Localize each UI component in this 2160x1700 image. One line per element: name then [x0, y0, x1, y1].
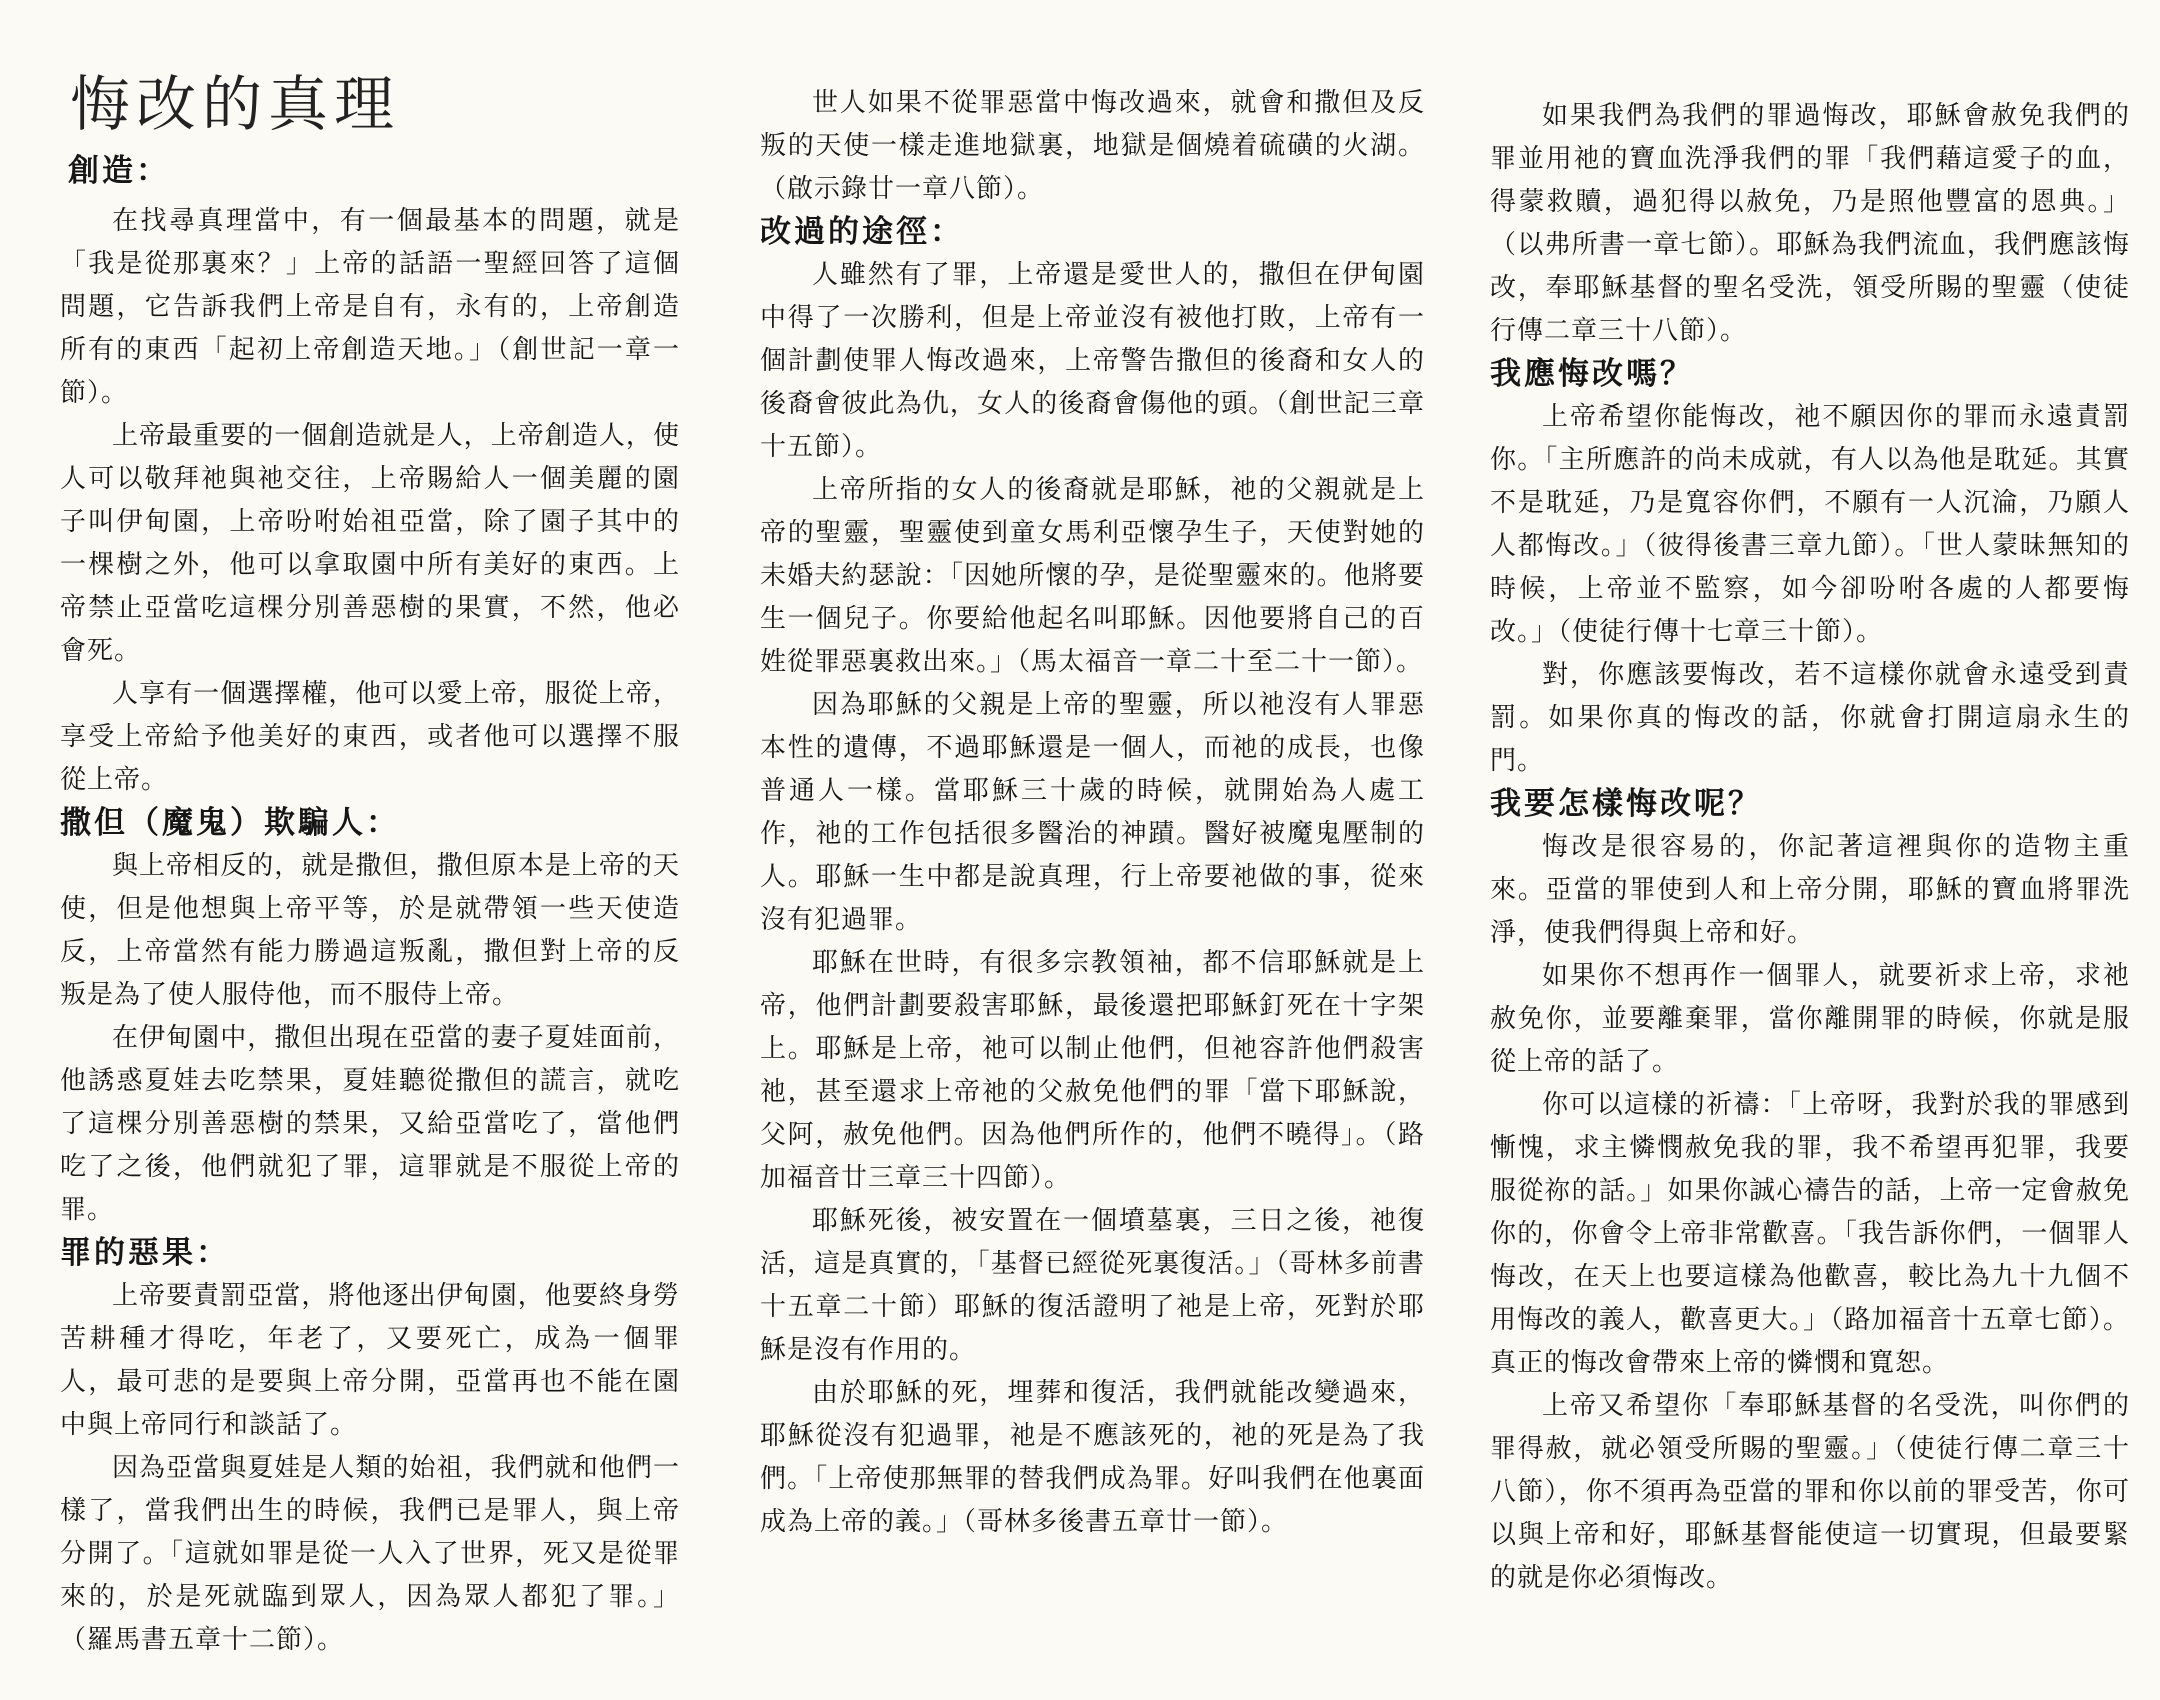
paragraph: 人享有一個選擇權，他可以愛上帝，服從上帝，享受上帝給予他美好的東西，或者他可以選擇不服從上帝。 — [60, 679, 680, 795]
paragraph: 人雖然有了罪，上帝還是愛世人的，撒但在伊甸園中得了一次勝利，但是上帝並沒有被他打敗，上帝有一個計劃使罪人悔改過來，上帝警告撒但的後裔和女人的後裔會彼此為仇，女人的後裔會傷他的頭。（創世記三章十五節）。 — [760, 260, 1425, 462]
paragraph: 耶穌在世時，有很多宗教領袖，都不信耶穌就是上帝，他們計劃要殺害耶穌，最後還把耶穌釘死在十字架上。耶穌是上帝，祂可以制止他們，但祂容許他們殺害祂，甚至還求上帝祂的父赦免他們的罪「當下耶穌說，父阿，赦免他們。因為他們所作的，他們不曉得」。（路加福音廿三章三十四節）。 — [760, 948, 1425, 1193]
paragraph: 上帝最重要的一個創造就是人，上帝創造人，使人可以敬拜祂與祂交往，上帝賜給人一個美麗的園子叫伊甸園，上帝吩咐始祖亞當，除了園子其中的一棵樹之外，他可以拿取園中所有美好的東西。上帝禁止亞當吃這棵分別善惡樹的果實，不然，他必會死。 — [60, 421, 680, 666]
paragraph: 對，你應該要悔改，若不這樣你就會永遠受到責罰。如果你真的悔改的話，你就會打開這扇永生的門。 — [1490, 660, 2130, 776]
column-1-body — [60, 200, 680, 1662]
paragraph: 如果你不想再作一個罪人，就要祈求上帝，求祂赦免你，並要離棄罪，當你離開罪的時候，你就是服從上帝的話了。 — [1490, 961, 2130, 1077]
paragraph: 耶穌死後，被安置在一個墳墓裏，三日之後，祂復活，這是真實的，「基督已經從死裏復活。」（哥林多前書十五章二十節）耶穌的復活證明了祂是上帝，死對於耶穌是沒有作用的。 — [760, 1206, 1425, 1365]
column-3-body — [1490, 95, 2130, 1600]
heading-sin-consequence: 罪的惡果： — [60, 1235, 230, 1271]
paragraph: 如果我們為我們的罪過悔改，耶穌會赦免我們的罪並用祂的寶血洗淨我們的罪「我們藉這愛子的血，得蒙救贖，過犯得以赦免，乃是照他豐富的恩典。」（以弗所書一章七節）。耶穌為我們流血，我們應該悔改，奉耶穌基督的聖名受洗，領受所賜的聖靈（使徒行傳二章三十八節）。 — [1490, 101, 2130, 346]
paragraph: 因為亞當與夏娃是人類的始祖，我們就和他們一樣了，當我們出生的時候，我們已是罪人，與上帝分開了。「這就如罪是從一人入了世界，死又是從罪來的，於是死就臨到眾人，因為眾人都犯了罪。」（羅馬書五章十二節）。 — [60, 1453, 680, 1655]
paragraph: 世人如果不從罪惡當中悔改過來，就會和撒但及反叛的天使一樣走進地獄裏，地獄是個燒着硫磺的火湖。（啟示錄廿一章八節）。 — [760, 88, 1425, 204]
paragraph: 上帝所指的女人的後裔就是耶穌，祂的父親就是上帝的聖靈，聖靈使到童女馬利亞懷孕生子，天使對她的未婚夫約瑟說：「因她所懷的孕，是從聖靈來的。他將要生一個兒子。你要給他起名叫耶穌。因他要將自己的百姓從罪惡裏救出來。」（馬太福音一章二十至二十一節）。 — [760, 475, 1425, 677]
paragraph: 上帝希望你能悔改，祂不願因你的罪而永遠責罰你。「主所應許的尚未成就，有人以為他是耽延。其實不是耽延，乃是寬容你們，不願有一人沉淪，乃願人人都悔改。」（彼得後書三章九節）。「世人蒙昧無知的時候，上帝並不監察，如今卻吩咐各處的人都要悔改。」（使徒行傳十七章三十節）。 — [1490, 402, 2130, 647]
paragraph: 由於耶穌的死，埋葬和復活，我們就能改變過來，耶穌從沒有犯過罪，祂是不應該死的，祂的死是為了我們。「上帝使那無罪的替我們成為罪。好叫我們在他裏面成為上帝的義。」（哥林多後書五章廿一節）。 — [760, 1378, 1425, 1537]
paragraph: 在找尋真理當中，有一個最基本的問題，就是「我是從那裏來？」上帝的話語一聖經回答了這個問題，它告訴我們上帝是自有，永有的，上帝創造所有的東西「起初上帝創造天地。」（創世記一章一節）。 — [60, 206, 680, 408]
paragraph: 上帝又希望你「奉耶穌基督的名受洗，叫你們的罪得赦，就必領受所賜的聖靈。」（使徒行傳二章三十八節），你不須再為亞當的罪和你以前的罪受苦，你可以與上帝和好，耶穌基督能使這一切實現，但最要緊的就是你必須悔改。 — [1490, 1391, 2130, 1593]
paragraph: 因為耶穌的父親是上帝的聖靈，所以祂沒有人罪惡本性的遺傳，不過耶穌還是一個人，而祂的成長，也像普通人一樣。當耶穌三十歲的時候，就開始為人處工作，祂的工作包括很多醫治的神蹟。醫好被魔鬼壓制的人。耶穌一生中都是說真理，行上帝要祂做的事，從來沒有犯過罪。 — [760, 690, 1425, 935]
paragraph: 在伊甸園中，撒但出現在亞當的妻子夏娃面前，他誘惑夏娃去吃禁果，夏娃聽從撒但的謊言，就吃了這棵分別善惡樹的禁果，又給亞當吃了，當他們吃了之後，他們就犯了罪，這罪就是不服從上帝的罪。 — [60, 1023, 680, 1225]
paragraph: 悔改是很容易的，你記著這裡與你的造物主重來。亞當的罪使到人和上帝分開，耶穌的寶血將罪洗淨，使我們得與上帝和好。 — [1490, 832, 2130, 948]
paragraph: 你可以這樣的祈禱：「上帝呀，我對於我的罪感到慚愧，求主憐憫赦免我的罪，我不希望再犯罪，我要服從祢的話。」如果你誠心禱告的話，上帝一定會赦免你的，你會令上帝非常歡喜。「我告訴你們，一個罪人悔改，在天上也要這樣為他歡喜，較比為九十九個不用悔改的義人，歡喜更大。」（路加福音十五章七節）。真正的悔改會帶來上帝的憐憫和寬恕。 — [1490, 1090, 2130, 1378]
heading-way-of-change: 改過的途徑： — [760, 214, 964, 250]
paragraph: 上帝要責罰亞當，將他逐出伊甸園，他要終身勞苦耕種才得吃，年老了，又要死亡，成為一個罪人，最可悲的是要與上帝分開，亞當再也不能在園中與上帝同行和談話了。 — [60, 1281, 680, 1440]
heading-satan: 撒但（魔鬼）欺騙人： — [60, 805, 400, 841]
column-2-body — [760, 82, 1425, 1544]
page-title: 悔改的真理 — [70, 70, 400, 140]
heading-should-repent: 我應悔改嗎？ — [1490, 356, 1694, 392]
paragraph: 與上帝相反的，就是撒但，撒但原本是上帝的天使，但是他想與上帝平等，於是就帶領一些天使造反，上帝當然有能力勝過這叛亂，撒但對上帝的反叛是為了使人服侍他，而不服侍上帝。 — [60, 851, 680, 1010]
heading-how-to-repent: 我要怎樣悔改呢？ — [1490, 786, 1762, 822]
heading-creation: 創造： — [68, 153, 170, 189]
